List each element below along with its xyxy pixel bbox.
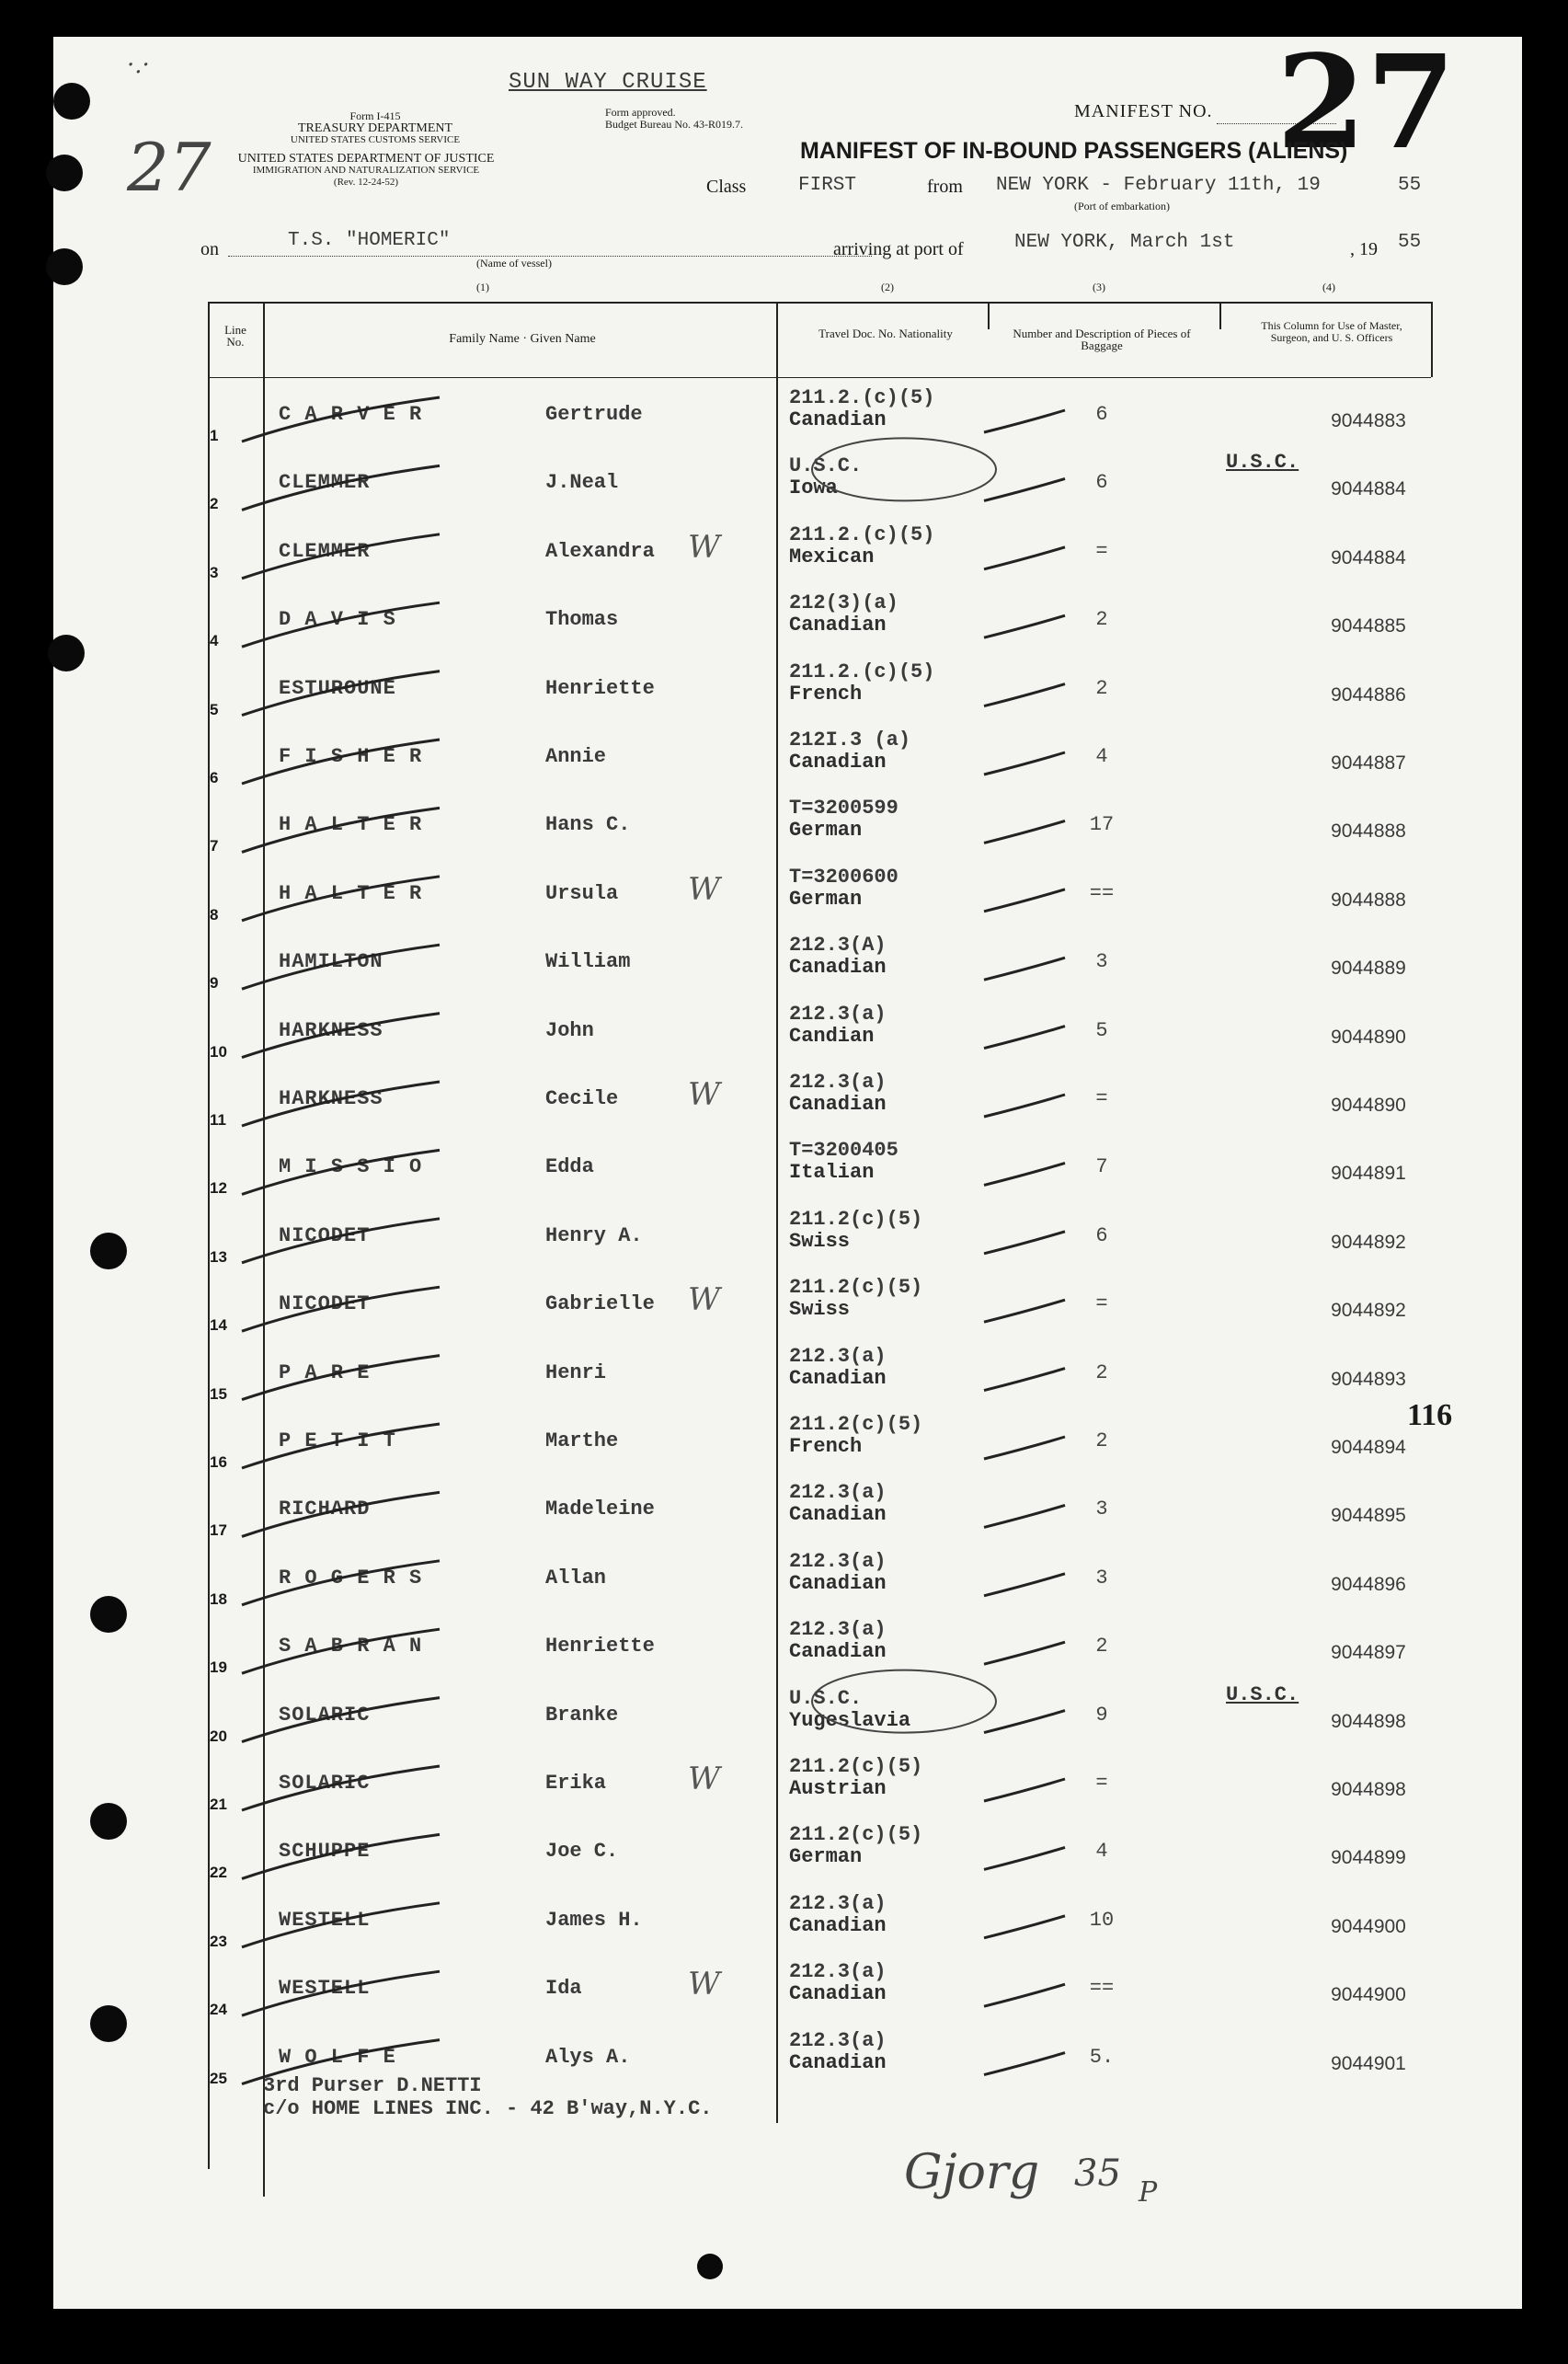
travel-doc-number: 211.2(c)(5) bbox=[789, 1207, 923, 1231]
given-name: Gertrude bbox=[545, 403, 643, 426]
baggage-count: 2 bbox=[1095, 608, 1108, 632]
col-1-number: (1) bbox=[476, 281, 489, 293]
travel-doc-number: 212.3(a) bbox=[789, 1481, 887, 1505]
nationality: Canadian bbox=[789, 956, 887, 980]
pencil-check-mark bbox=[984, 958, 1065, 980]
nationality: Swiss bbox=[789, 1229, 851, 1253]
pencil-strike-mark bbox=[242, 1014, 440, 1058]
family-name: R O G E R S bbox=[279, 1566, 423, 1589]
travel-doc-number: T=3200599 bbox=[789, 797, 898, 821]
nationality: Canadian bbox=[789, 408, 887, 431]
handwritten-initial: W bbox=[688, 1966, 720, 2003]
baggage-count: 6 bbox=[1095, 1223, 1108, 1247]
line-number: 10 bbox=[210, 1042, 227, 1061]
given-name: Henri bbox=[545, 1360, 607, 1384]
given-name: Cecile bbox=[545, 1087, 619, 1110]
purser-name: 3rd Purser D.NETTI bbox=[263, 2074, 482, 2097]
baggage-count: 2 bbox=[1095, 676, 1108, 700]
pencil-check-mark bbox=[984, 1574, 1065, 1596]
family-name: HAMILTON bbox=[279, 950, 383, 974]
officer-number: 9044897 bbox=[1331, 1642, 1406, 1664]
given-name: Marthe bbox=[545, 1429, 619, 1452]
given-name: Annie bbox=[545, 745, 607, 768]
pencil-strike-mark bbox=[242, 945, 440, 989]
nationality: Canadian bbox=[789, 1913, 887, 1937]
pencil-strike-mark bbox=[242, 1150, 440, 1194]
manifest-title: MANIFEST OF IN-BOUND PASSENGERS (ALIENS) bbox=[800, 138, 1348, 164]
pencil-strike-mark bbox=[242, 397, 440, 442]
baggage-count: 3 bbox=[1095, 1498, 1108, 1521]
family-name: SOLARIC bbox=[279, 1703, 371, 1727]
pencil-check-mark bbox=[984, 1779, 1065, 1801]
travel-doc-number: 211.2(c)(5) bbox=[789, 1823, 923, 1847]
travel-doc-number: U.S.C. bbox=[789, 1686, 863, 1710]
officer-number: 9044898 bbox=[1331, 1710, 1406, 1732]
justice-dept: UNITED STATES DEPARTMENT OF JUSTICE bbox=[237, 152, 495, 166]
pencil-check-mark bbox=[984, 478, 1065, 500]
officer-number: 9044883 bbox=[1331, 410, 1406, 431]
given-name: Erika bbox=[545, 1772, 607, 1795]
header-name: Family Name · Given Name bbox=[449, 332, 596, 346]
baggage-count: 7 bbox=[1095, 1155, 1108, 1179]
line-number: 17 bbox=[210, 1521, 227, 1540]
line-number: 9 bbox=[210, 974, 219, 993]
family-name: RICHARD bbox=[279, 1498, 371, 1521]
on-label: on bbox=[200, 239, 219, 259]
pencil-strike-mark bbox=[242, 1766, 440, 1810]
pencil-check-mark bbox=[984, 821, 1065, 843]
nationality: Canadian bbox=[789, 1503, 887, 1527]
travel-doc-number: 212.3(a) bbox=[789, 1960, 887, 1984]
baggage-count: 4 bbox=[1095, 1840, 1108, 1864]
pencil-strike-mark bbox=[242, 1219, 440, 1263]
nationality: Yugeslavia bbox=[789, 1708, 911, 1732]
line-number: 24 bbox=[210, 2001, 227, 2019]
pencil-strike-mark bbox=[242, 1834, 440, 1878]
officer-number: 9044886 bbox=[1331, 683, 1406, 706]
travel-doc-number: 212.3(a) bbox=[789, 1891, 887, 1915]
given-name: Henry A. bbox=[545, 1223, 643, 1247]
nationality: Canadian bbox=[789, 614, 887, 637]
line-number: 25 bbox=[210, 2069, 227, 2087]
line-number: 5 bbox=[210, 700, 219, 718]
nationality: Mexican bbox=[789, 545, 875, 568]
given-name: Madeleine bbox=[545, 1498, 655, 1521]
pencil-check-mark bbox=[984, 752, 1065, 775]
ins-service: IMMIGRATION AND NATURALIZATION SERVICE bbox=[252, 165, 480, 176]
given-name: James H. bbox=[545, 1908, 643, 1932]
baggage-count: = bbox=[1095, 1087, 1108, 1110]
pencil-check-mark bbox=[984, 1163, 1065, 1185]
baggage-count: = bbox=[1095, 1292, 1108, 1316]
travel-doc-number: 212.3(a) bbox=[789, 2028, 887, 2052]
nationality: German bbox=[789, 1845, 863, 1869]
margin-page-number: 27 bbox=[127, 129, 212, 206]
handwritten-note: 35 bbox=[1074, 2152, 1121, 2195]
line-number: 3 bbox=[210, 563, 219, 581]
signature: Gjorg bbox=[904, 2145, 1040, 2200]
pencil-check-mark bbox=[984, 410, 1065, 432]
baggage-count: 6 bbox=[1095, 403, 1108, 426]
pencil-check-mark bbox=[984, 1916, 1065, 1938]
line-number: 14 bbox=[210, 1316, 227, 1335]
baggage-count: == bbox=[1089, 881, 1115, 905]
given-name: J.Neal bbox=[545, 471, 619, 495]
officer-number: 9044892 bbox=[1331, 1231, 1406, 1253]
pencil-strike-mark bbox=[242, 1971, 440, 2015]
nationality: Canadian bbox=[789, 1640, 887, 1664]
page-total: 116 bbox=[1407, 1398, 1453, 1432]
pencil-strike-mark bbox=[242, 808, 440, 852]
pencil-strike-mark bbox=[242, 1629, 440, 1673]
baggage-count: = bbox=[1095, 539, 1108, 563]
officer-number: 9044890 bbox=[1331, 1026, 1406, 1048]
vessel-caption: (Name of vessel) bbox=[476, 257, 552, 270]
pencil-strike-mark bbox=[242, 465, 440, 510]
officer-number: 9044884 bbox=[1331, 478, 1406, 500]
pencil-check-mark bbox=[984, 1232, 1065, 1254]
handwritten-note-sub: P bbox=[1139, 2176, 1158, 2209]
pencil-check-mark bbox=[984, 1300, 1065, 1322]
handwritten-initial: W bbox=[688, 870, 720, 908]
officer-number: 9044901 bbox=[1331, 2052, 1406, 2074]
travel-doc-number: 211.2(c)(5) bbox=[789, 1413, 923, 1436]
manifest-no-value: 27 bbox=[1276, 28, 1456, 178]
handwritten-initial: W bbox=[688, 1281, 720, 1319]
officer-number: 9044890 bbox=[1331, 1095, 1406, 1116]
margin-dots: ·.· bbox=[127, 52, 150, 79]
line-number: 2 bbox=[210, 495, 219, 513]
arriving-label: arriving at port of bbox=[833, 239, 964, 259]
family-name: ESTUROUNE bbox=[279, 676, 396, 700]
line-number: 8 bbox=[210, 905, 219, 924]
cruise-name: SUN WAY CRUISE bbox=[509, 70, 707, 95]
travel-doc-number: 212.3(a) bbox=[789, 1618, 887, 1642]
from-value: NEW YORK - February 11th, 19 bbox=[996, 175, 1321, 196]
travel-doc-number: 212.3(A) bbox=[789, 934, 887, 958]
travel-doc-number: T=3200600 bbox=[789, 865, 898, 889]
given-name: Thomas bbox=[545, 608, 619, 632]
travel-doc-number: 212(3)(a) bbox=[789, 591, 898, 615]
nationality: Canadian bbox=[789, 1093, 887, 1116]
family-name: P E T I T bbox=[279, 1429, 396, 1452]
pencil-strike-mark bbox=[242, 602, 440, 647]
given-name: Alys A. bbox=[545, 2045, 631, 2069]
handwritten-initial: W bbox=[688, 1076, 720, 1113]
col-3-number: (3) bbox=[1093, 281, 1105, 293]
nationality: French bbox=[789, 682, 863, 706]
pencil-check-mark bbox=[984, 1847, 1065, 1869]
header-baggage: Number and Description of Pieces of Baggage bbox=[1013, 327, 1191, 352]
nationality: German bbox=[789, 819, 863, 843]
pencil-strike-mark bbox=[242, 877, 440, 921]
handwritten-initial: W bbox=[688, 1761, 720, 1797]
baggage-count: 2 bbox=[1095, 1429, 1108, 1452]
nationality: Iowa bbox=[789, 476, 838, 500]
given-name: Ida bbox=[545, 1977, 582, 2001]
class-label: Class bbox=[706, 177, 747, 197]
travel-doc-number: 212.3(a) bbox=[789, 1002, 887, 1026]
nationality: German bbox=[789, 887, 863, 911]
nationality: Italian bbox=[789, 1161, 875, 1185]
line-number: 6 bbox=[210, 769, 219, 786]
pencil-strike-mark bbox=[242, 1561, 440, 1605]
family-name: M I S S I O bbox=[279, 1155, 423, 1179]
officer-number: 9044885 bbox=[1331, 615, 1406, 637]
form-revision: (Rev. 12-24-52) bbox=[333, 177, 399, 188]
officer-number: 9044889 bbox=[1331, 958, 1406, 980]
line-number: 12 bbox=[210, 1179, 227, 1198]
travel-doc-number: 211.2.(c)(5) bbox=[789, 660, 935, 683]
line-number: 23 bbox=[210, 1932, 227, 1950]
arriving-value: NEW YORK, March 1st bbox=[1014, 232, 1235, 253]
pencil-check-mark bbox=[984, 1369, 1065, 1391]
col-4-number: (4) bbox=[1322, 281, 1335, 293]
nationality: Swiss bbox=[789, 1298, 851, 1322]
given-name: Branke bbox=[545, 1703, 619, 1727]
nationality: Canadian bbox=[789, 2050, 887, 2074]
line-number: 22 bbox=[210, 1864, 227, 1882]
pencil-strike-mark bbox=[242, 1492, 440, 1536]
officer-number: 9044896 bbox=[1331, 1573, 1406, 1595]
col-2-number: (2) bbox=[881, 281, 894, 293]
given-name: William bbox=[545, 950, 631, 974]
given-name: Henriette bbox=[545, 1635, 655, 1658]
nationality: Canadian bbox=[789, 1982, 887, 2006]
given-name: Alexandra bbox=[545, 539, 655, 563]
family-name: CLEMMER bbox=[279, 471, 371, 495]
baggage-count: 17 bbox=[1089, 813, 1115, 837]
line-number: 11 bbox=[210, 1111, 226, 1129]
pencil-check-mark bbox=[984, 684, 1065, 706]
pencil-check-mark bbox=[984, 1095, 1065, 1117]
line-number: 13 bbox=[210, 1247, 227, 1266]
line-number: 18 bbox=[210, 1589, 227, 1608]
pencil-strike-mark bbox=[242, 534, 440, 579]
family-name: WESTELL bbox=[279, 1977, 371, 2001]
nationality: Candian bbox=[789, 1024, 875, 1048]
pencil-check-mark bbox=[984, 547, 1065, 569]
family-name: NICODET bbox=[279, 1223, 371, 1247]
officer-number: 9044898 bbox=[1331, 1779, 1406, 1800]
officer-number: 9044900 bbox=[1331, 1915, 1406, 1937]
usc-stamp: U.S.C. bbox=[1226, 1682, 1299, 1706]
family-name: NICODET bbox=[279, 1292, 371, 1316]
line-number: 1 bbox=[210, 427, 219, 444]
officer-number: 9044895 bbox=[1331, 1505, 1406, 1527]
manifest-no-label: MANIFEST NO. bbox=[1074, 101, 1213, 121]
vessel-value: T.S. "HOMERIC" bbox=[288, 230, 451, 251]
travel-doc-number: 211.2(c)(5) bbox=[789, 1755, 923, 1778]
family-name: HARKNESS bbox=[279, 1087, 383, 1110]
officer-number: 9044888 bbox=[1331, 889, 1406, 911]
baggage-count: 5. bbox=[1089, 2045, 1115, 2069]
travel-doc-number: 212.3(a) bbox=[789, 1071, 887, 1094]
purser-address: c/o HOME LINES INC. - 42 B'way,N.Y.C. bbox=[263, 2097, 713, 2120]
travel-doc-number: 212.3(a) bbox=[789, 1344, 887, 1368]
baggage-count: 10 bbox=[1089, 1908, 1115, 1932]
given-name: Gabrielle bbox=[545, 1292, 655, 1316]
pencil-strike-mark bbox=[242, 1287, 440, 1331]
pencil-circle-mark bbox=[812, 1670, 996, 1733]
line-number: 20 bbox=[210, 1727, 227, 1745]
line-number: 16 bbox=[210, 1453, 227, 1471]
treasury-dept: TREASURY DEPARTMENT bbox=[297, 121, 453, 135]
baggage-count: 4 bbox=[1095, 745, 1108, 768]
line-number: 7 bbox=[210, 837, 219, 855]
officer-number: 9044893 bbox=[1331, 1368, 1406, 1390]
family-name: SCHUPPE bbox=[279, 1840, 371, 1864]
nationality: French bbox=[789, 1435, 863, 1458]
given-name: Ursula bbox=[545, 881, 619, 905]
baggage-count: 3 bbox=[1095, 950, 1108, 974]
travel-doc-number: 211.2(c)(5) bbox=[789, 1276, 923, 1300]
family-name: CLEMMER bbox=[279, 539, 371, 563]
customs-service: UNITED STATES CUSTOMS SERVICE bbox=[290, 134, 461, 145]
baggage-count: 6 bbox=[1095, 471, 1108, 495]
travel-doc-number: T=3200405 bbox=[789, 1139, 898, 1163]
pencil-check-mark bbox=[984, 1437, 1065, 1459]
header-line-no: Line No. bbox=[224, 323, 246, 349]
officer-number: 9044884 bbox=[1331, 546, 1406, 568]
handwritten-initial: W bbox=[688, 528, 720, 566]
baggage-count: 3 bbox=[1095, 1566, 1108, 1589]
travel-doc-number: 211.2.(c)(5) bbox=[789, 386, 935, 409]
family-name: S A B R A N bbox=[279, 1635, 423, 1658]
family-name: SOLARIC bbox=[279, 1772, 371, 1795]
officer-number: 9044899 bbox=[1331, 1847, 1406, 1869]
family-name: C A R V E R bbox=[279, 403, 423, 426]
baggage-count: 2 bbox=[1095, 1360, 1108, 1384]
family-name: P A R E bbox=[279, 1360, 371, 1384]
travel-doc-number: 211.2.(c)(5) bbox=[789, 522, 935, 546]
travel-doc-number: U.S.C. bbox=[789, 454, 863, 478]
pencil-check-mark bbox=[984, 1505, 1065, 1527]
travel-doc-number: 212I.3 (a) bbox=[789, 729, 911, 752]
family-name: D A V I S bbox=[279, 608, 396, 632]
family-name: H A L T E R bbox=[279, 813, 423, 837]
given-name: Edda bbox=[545, 1155, 594, 1179]
family-name: WESTELL bbox=[279, 1908, 371, 1932]
line-number: 19 bbox=[210, 1658, 227, 1677]
pencil-strike-mark bbox=[242, 1356, 440, 1400]
baggage-count: 5 bbox=[1095, 1018, 1108, 1042]
pencil-check-mark bbox=[984, 2053, 1065, 2075]
baggage-count: 9 bbox=[1095, 1703, 1108, 1727]
family-name: F I S H E R bbox=[279, 745, 423, 768]
given-name: Joe C. bbox=[545, 1840, 619, 1864]
nationality: Canadian bbox=[789, 751, 887, 774]
given-name: Henriette bbox=[545, 676, 655, 700]
line-number: 21 bbox=[210, 1796, 227, 1813]
nationality: Austrian bbox=[789, 1777, 887, 1800]
manifest-page bbox=[53, 28, 1522, 2309]
officer-number: 9044894 bbox=[1331, 1437, 1406, 1458]
pencil-strike-mark bbox=[242, 671, 440, 716]
class-value: FIRST bbox=[798, 175, 857, 196]
pencil-strike-mark bbox=[242, 1698, 440, 1742]
pencil-check-mark bbox=[984, 615, 1065, 637]
nationality: Canadian bbox=[789, 1571, 887, 1595]
pencil-check-mark bbox=[984, 1984, 1065, 2006]
header-officers: This Column for Use of Master, Surgeon, and U. S. Officers bbox=[1261, 319, 1402, 344]
travel-doc-number: 212.3(a) bbox=[789, 1549, 887, 1573]
pencil-circle-mark bbox=[812, 438, 996, 500]
from-label: from bbox=[927, 177, 963, 197]
officer-number: 9044887 bbox=[1331, 752, 1406, 774]
pencil-check-mark bbox=[984, 889, 1065, 912]
given-name: Hans C. bbox=[545, 813, 631, 837]
family-name: H A L T E R bbox=[279, 881, 423, 905]
baggage-count: = bbox=[1095, 1772, 1108, 1795]
pencil-check-mark bbox=[984, 1711, 1065, 1733]
form-number: Form I-415 bbox=[349, 109, 401, 122]
arriving-year-prefix: , 19 bbox=[1350, 239, 1378, 259]
pencil-check-mark bbox=[984, 1642, 1065, 1664]
arriving-year: 55 bbox=[1398, 232, 1422, 253]
officer-number: 9044891 bbox=[1331, 1163, 1406, 1185]
usc-stamp: U.S.C. bbox=[1226, 451, 1299, 475]
form-approval: Form approved. Budget Bureau No. 43-R019.7. bbox=[605, 106, 743, 131]
line-number: 4 bbox=[210, 632, 219, 650]
line-number: 15 bbox=[210, 1384, 227, 1403]
pencil-strike-mark bbox=[242, 1424, 440, 1468]
officer-number: 9044888 bbox=[1331, 821, 1406, 843]
nationality: Canadian bbox=[789, 1366, 887, 1390]
pencil-strike-mark bbox=[242, 740, 440, 784]
pencil-strike-mark bbox=[242, 1082, 440, 1126]
given-name: John bbox=[545, 1018, 594, 1042]
officer-number: 9044892 bbox=[1331, 1300, 1406, 1322]
handwritten-checkmarks bbox=[53, 37, 1522, 2309]
pencil-check-mark bbox=[984, 1027, 1065, 1049]
pencil-strike-mark bbox=[242, 1903, 440, 1947]
family-name: W O L F E bbox=[279, 2045, 396, 2069]
baggage-count: 2 bbox=[1095, 1635, 1108, 1658]
family-name: HARKNESS bbox=[279, 1018, 383, 1042]
given-name: Allan bbox=[545, 1566, 607, 1589]
baggage-count: == bbox=[1089, 1977, 1115, 2001]
header-travel-doc: Travel Doc. No. Nationality bbox=[818, 327, 953, 340]
officer-number: 9044900 bbox=[1331, 1984, 1406, 2006]
from-year: 55 bbox=[1398, 175, 1422, 196]
port-embarkation-caption: (Port of embarkation) bbox=[1074, 200, 1170, 212]
